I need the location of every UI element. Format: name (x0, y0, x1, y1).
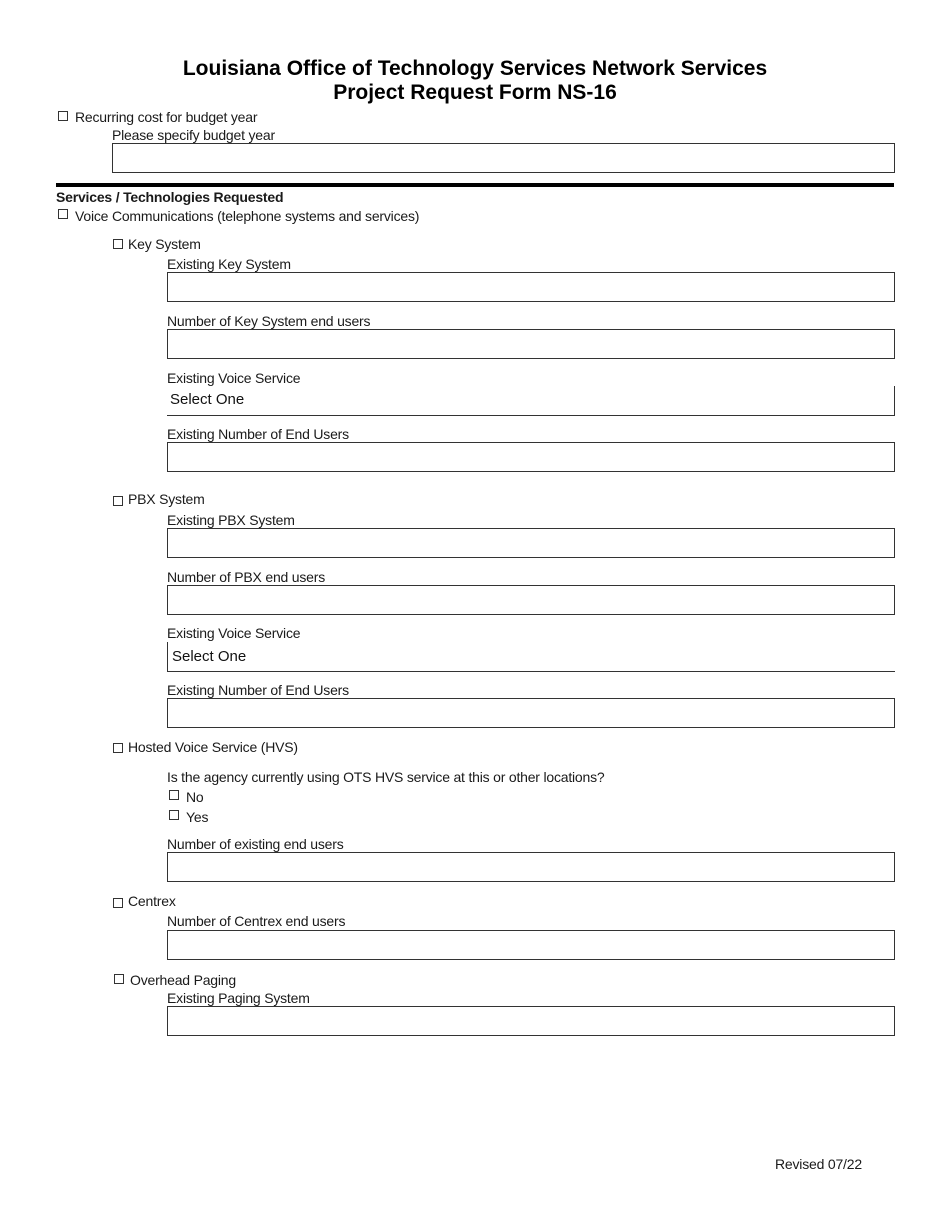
existing-key-system-field[interactable] (167, 272, 895, 302)
key-voice-service-selected: Select One (170, 391, 245, 408)
pbx-existing-number-field[interactable] (167, 698, 895, 728)
key-system-end-users-input[interactable] (168, 330, 894, 358)
hvs-yes-checkbox[interactable] (169, 810, 179, 820)
key-voice-service-select[interactable] (167, 385, 895, 416)
recurring-cost-label: Recurring cost for budget year (75, 109, 258, 125)
voice-communications-label: Voice Communications (telephone systems and services) (75, 208, 420, 224)
services-heading: Services / Technologies Requested (56, 189, 284, 205)
budget-year-field[interactable] (112, 143, 895, 173)
budget-year-label: Please specify budget year (112, 127, 275, 143)
hvs-label: Hosted Voice Service (HVS) (128, 739, 298, 755)
key-system-end-users-label: Number of Key System end users (167, 313, 371, 329)
pbx-system-checkbox[interactable] (113, 496, 123, 506)
pbx-existing-number-label: Existing Number of End Users (167, 682, 349, 698)
budget-year-input[interactable] (113, 144, 894, 172)
key-existing-number-field[interactable] (167, 442, 895, 472)
key-system-end-users-field[interactable] (167, 329, 895, 359)
hvs-existing-users-field[interactable] (167, 852, 895, 882)
existing-pbx-system-field[interactable] (167, 528, 895, 558)
existing-paging-system-input[interactable] (168, 1007, 894, 1035)
hvs-yes-label: Yes (186, 809, 209, 825)
pbx-end-users-label: Number of PBX end users (167, 569, 326, 585)
pbx-voice-service-label: Existing Voice Service (167, 625, 301, 641)
existing-key-system-input[interactable] (168, 273, 894, 301)
pbx-end-users-input[interactable] (168, 586, 894, 614)
hvs-existing-users-input[interactable] (168, 853, 894, 881)
pbx-voice-service-select[interactable] (167, 641, 895, 672)
overhead-paging-label: Overhead Paging (130, 972, 236, 988)
pbx-existing-number-input[interactable] (168, 699, 894, 727)
hvs-existing-users-label: Number of existing end users (167, 836, 344, 852)
section-divider (56, 183, 894, 187)
centrex-end-users-label: Number of Centrex end users (167, 913, 346, 929)
key-voice-service-label: Existing Voice Service (167, 370, 301, 386)
hvs-no-checkbox[interactable] (169, 790, 179, 800)
hvs-checkbox[interactable] (113, 743, 123, 753)
hvs-question: Is the agency currently using OTS HVS service at this or other locations? (167, 769, 605, 785)
existing-pbx-system-input[interactable] (168, 529, 894, 557)
key-system-label: Key System (128, 236, 201, 252)
revised-date: Revised 07/22 (775, 1156, 862, 1172)
pbx-end-users-field[interactable] (167, 585, 895, 615)
existing-pbx-system-label: Existing PBX System (167, 512, 295, 528)
existing-paging-system-field[interactable] (167, 1006, 895, 1036)
pbx-system-label: PBX System (128, 491, 205, 507)
centrex-end-users-field[interactable] (167, 930, 895, 960)
centrex-checkbox[interactable] (113, 898, 123, 908)
overhead-paging-checkbox[interactable] (114, 974, 124, 984)
voice-communications-checkbox[interactable] (58, 209, 68, 219)
existing-key-system-label: Existing Key System (167, 256, 291, 272)
centrex-end-users-input[interactable] (168, 931, 894, 959)
key-system-checkbox[interactable] (113, 239, 123, 249)
recurring-cost-checkbox[interactable] (58, 111, 68, 121)
pbx-voice-service-selected: Select One (172, 648, 247, 665)
form-title-line2: Project Request Form NS-16 (333, 81, 617, 104)
form-title-line1: Louisiana Office of Technology Services Network Services (182, 57, 768, 80)
centrex-label: Centrex (128, 893, 176, 909)
existing-paging-system-label: Existing Paging System (167, 990, 310, 1006)
key-existing-number-label: Existing Number of End Users (167, 426, 349, 442)
key-existing-number-input[interactable] (168, 443, 894, 471)
hvs-no-label: No (186, 789, 204, 805)
